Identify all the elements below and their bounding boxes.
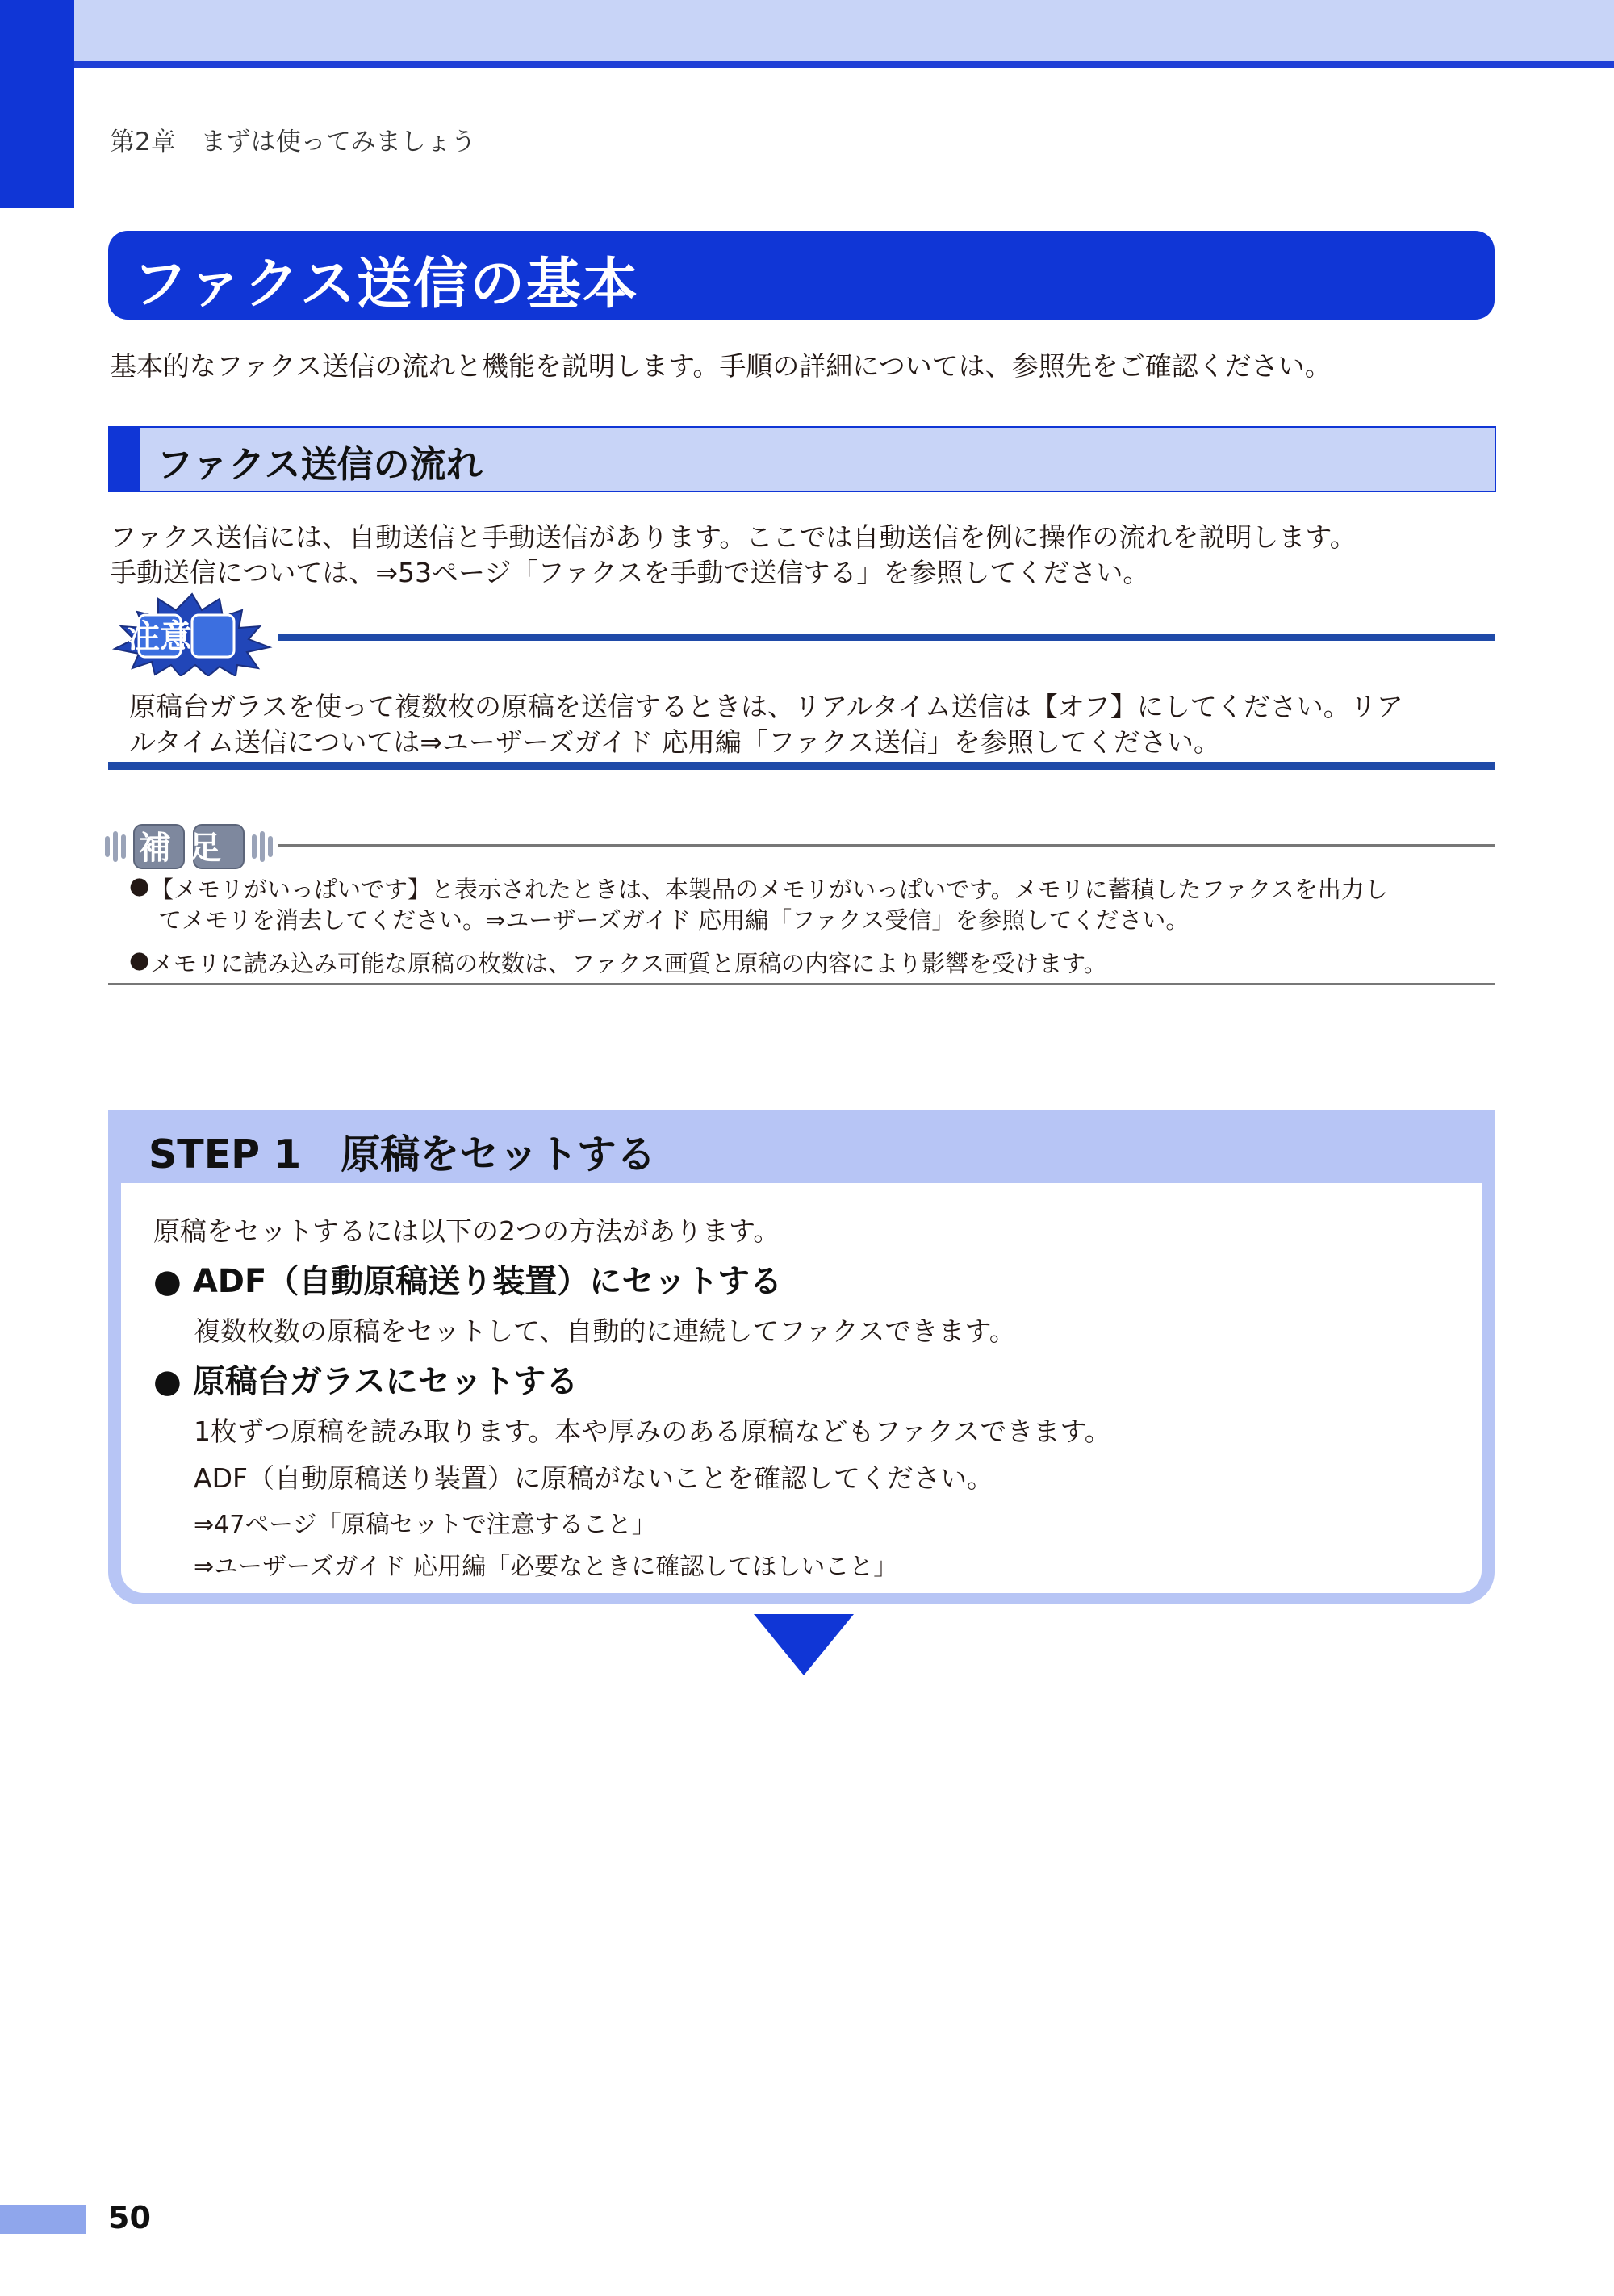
note-item-line: てメモリを消去してください。⇒ユーザーズガイド 応用編「ファクス受信」を参照してください。: [158, 906, 1190, 934]
step-option-text: 1枚ずつ原稿を読み取ります。本や厚みのある原稿などもファクスできます。: [194, 1416, 1111, 1447]
step-intro: 原稿をセットするには以下の2つの方法があります。: [153, 1215, 780, 1247]
caution-badge-text: 注意: [128, 618, 192, 655]
caution-bottom-rule: [108, 762, 1495, 770]
header-rule: [74, 61, 1614, 68]
note-bullet: ●: [129, 946, 150, 973]
next-step-arrow-icon: [754, 1614, 854, 1675]
caution-rule: [278, 634, 1495, 641]
supplement-rule: [278, 844, 1495, 847]
intro-text: 基本的なファクス送信の流れと機能を説明します。手順の詳細については、参照先をご確認ください。: [110, 350, 1332, 382]
note-item-line: メモリに読み込み可能な原稿の枚数は、ファクス画質と原稿の内容により影響を受けます。: [150, 950, 1107, 977]
step-reference-link[interactable]: ⇒ユーザーズガイド 応用編「必要なときに確認してほしいこと」: [194, 1553, 898, 1581]
step-option-text: 複数枚数の原稿をセットして、自動的に連続してファクスできます。: [194, 1315, 1016, 1347]
step-reference-link[interactable]: ⇒47ページ「原稿セットで注意すること」: [194, 1511, 656, 1539]
section-body-line: ファクス送信には、自動送信と手動送信があります。ここでは自動送信を例に操作の流れを説明します。: [110, 521, 1357, 553]
section-title: ファクス送信の流れ: [157, 443, 483, 486]
section-heading-marker: [108, 426, 140, 492]
page-title: ファクス送信の基本: [132, 253, 639, 316]
chapter-corner-block: [0, 0, 74, 208]
note-bullet: ●: [129, 872, 150, 899]
caution-badge-icon: [111, 592, 273, 676]
caution-text-line: ルタイム送信については⇒ユーザーズガイド 応用編「ファクス送信」を参照してください。: [129, 726, 1220, 758]
step-title: STEP 1 原稿をセットする: [148, 1131, 656, 1177]
page-number-tab: [0, 2205, 86, 2234]
section-body-line: 手動送信については、⇒53ページ「ファクスを手動で送信する」を参照してください。: [110, 557, 1150, 588]
chapter-label: 第2章 まずは使ってみましょう: [110, 128, 476, 157]
supplement-badge-icon: [103, 822, 274, 872]
step-option-title: ● 原稿台ガラスにセットする: [153, 1363, 579, 1400]
note-item-line: 【メモリがいっぱいです】と表示されたときは、本製品のメモリがいっぱいです。メモリに蓄積したファクスを出力し: [150, 876, 1388, 903]
step-option-text: ADF（自動原稿送り装置）に原稿がないことを確認してください。: [194, 1462, 993, 1494]
header-band: [0, 0, 1614, 66]
supplement-badge-text: 補足: [139, 830, 239, 867]
caution-text-line: 原稿台ガラスを使って複数枚の原稿を送信するときは、リアルタイム送信は【オフ】にしてください。リア: [129, 691, 1403, 722]
supplement-bottom-rule: [108, 983, 1495, 985]
step-option-title: ● ADF（自動原稿送り装置）にセットする: [153, 1263, 783, 1300]
page-number: 50: [108, 2200, 151, 2235]
